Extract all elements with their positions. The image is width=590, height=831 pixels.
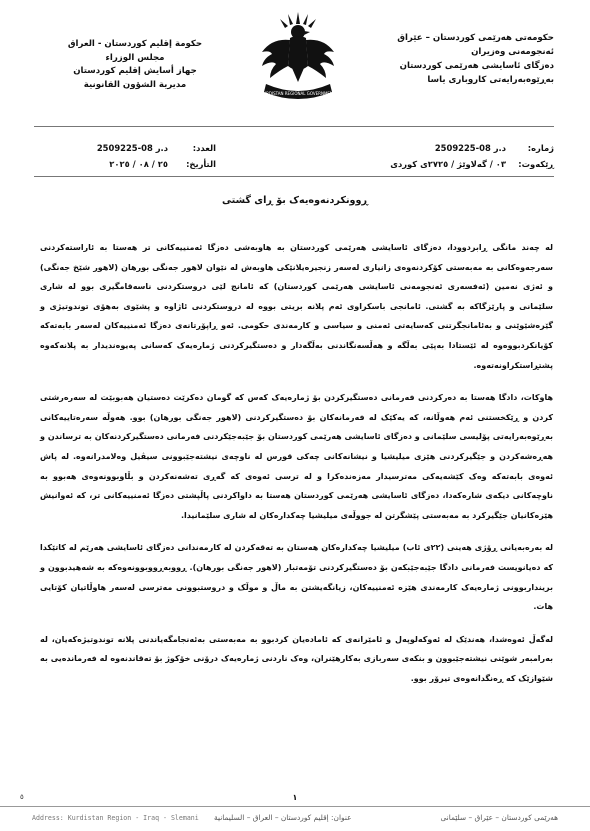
- kurdish-header-line-1: حکومەتی هەرێمی کوردستان – عێراق: [397, 33, 554, 43]
- kurdish-reference-block: [354, 140, 554, 172]
- kurdish-date-label: ڕێکەوت:: [518, 159, 554, 169]
- kurdish-letterhead: [364, 31, 554, 87]
- kurdish-header-line-2: ئەنجومەنی وەزیران: [471, 47, 554, 57]
- page-count: ٥: [20, 793, 24, 801]
- reference-divider: [34, 176, 554, 177]
- arabic-header-line-3: جهاز أسايش إقليم كوردستان: [73, 66, 197, 76]
- footer-arabic-address: عنوان: إقليم كوردستان – العراق – السليمانية: [214, 813, 352, 822]
- arabic-header-line-1: حكومة إقليم كوردستان - العراق: [67, 39, 203, 49]
- paragraph-2: هاوکات، دادگا هەستا بە دەرکردنی فەرمانی دەستگیرکردن بۆ ژمارەیەک کەس کە گومان دەکرێت دەستیان هەبوبێت لە سەرەرشتی کردن و ڕێکخستنی ئەم هەوڵانە، کە یەکێک لە فەرمانەکان بۆ دەستگیرکردنی (لاهور جەنگی بورهان) بوو. هەوڵە سەرەتاییەکانی بەڕێوەبەرایەتی پۆلیسی سلێمانی و دەزگای ئاسایشی هەرێمی کوردستان بۆ جێبەجێکردنی فەرمانی دەستگیرکردنەکان بە ترساندن و هەڕەشەکردن و جێگیرکردنی هێزی میلیشیا و نیشانەکانی چەکی قورس لە ناوچەی نیشتەجێبوونی سیڤیل وەلامدرانەوە. لە پاش ئەوەی بابەتەکە وەک کێشەیەکی مەترسیدار مەزەندەکرا و لە ترسی ئەوەی کە گەڕی تەشەنەکردن و بڵاوبوونەوەی هەبوو بە ناوچەکانی دیکەی شارەکەدا، دەزگای ئاسایشی هەرێمی کوردستان هەستا بە داواکردنی پاڵپشتی دەزگا ئەمنییەکانی تر، کە ئەوانیش هێزەکانیان جێگیرکرد بە مەبەستی پێشگرتن لە جووڵەی میلیشیا چەکدارەکان لە شاری سلێمانیدا.: [40, 393, 553, 520]
- paragraph-1: لە چەند مانگی ڕابردوودا، دەزگای ئاسایشی هەرێمی کوردستان بە هاوبەشی دەزگا ئەمنییەکانی تر هەستا بە ئاراستەکردنی سەرجەوەکانی بە مەبەستی کۆکردنەوەی زانیاری لەسەر زنجیرەیلانێکی هاوبەش لە نێوان لاهور جەنگی بورهان (لاهور شێخ جەنگی) و ئەژی نەمین (ئەفسەری ئەنجومەنی ئاسایشی هەرێمی کوردستان) کە ئامانج لێی دروستکردنی ناسەقامگیری بوو لە شاری سلێمانی و پارێزگاکە بە گشتی. ئامانجی باسکراوی ئەم پلانە بریتی بووە لە دروستکردنی ئاژاوە و پشێوی بەهۆی توندوتیژی و گێرەشێوێنی و بەئامانجگرتنی کەسایەتی ئەمنی و سیاسی و کارمەندی حکومی. ئەو ڕاپۆرتانەی دەزگا ئەمنییەکان لەسەر بابەتەکە کۆیانکردبووەوە لە ئێستادا بەپێی بەڵگە و هەڵسەنگاندنی بەڵگەدار و دەستگیرکردنی ژمارەیەک کەسانی پەیوەندیدار بە پلانەکەوە پشتڕاستکراونەتەوە.: [40, 243, 553, 370]
- arabic-reference-block: [46, 140, 216, 172]
- arabic-date-value: ٢٥ / ٠٨ / ٢٠٢٥: [109, 159, 168, 169]
- kurdish-number-row: [354, 140, 554, 156]
- kurdish-header-line-4: بەڕێوەبەرایەتی کاروباری یاسا: [427, 75, 554, 85]
- kurdish-date-value: ٠٣ / گەلاوێژ / ٢٧٢٥ی کوردی: [390, 159, 506, 169]
- paragraph-4: لەگەڵ ئەوەشدا، هەندێک لە ئەوکەلوپەل و ئامێرانەی کە ئامادەیان کردبوو بە مەبەستی بەئەنجامگەیاندنی پلانە توندوتیژەکەیان، لە بەرامبەر شوێنی نیشتەجێبوون و بنکەی سەربازی بەکارهێنران، وەک ناردنی ژمارەیەک درۆنی خۆکوژ بۆ تەقاندنەوە لە فەرماندەیی بە شێوازێک کە ڕەنگدانەوەی تیرۆر بوو.: [40, 634, 553, 683]
- arabic-date-label: التأريخ:: [186, 159, 216, 169]
- kurdish-number-label: ژمارە:: [527, 143, 554, 153]
- arabic-date-row: [46, 156, 216, 172]
- kurdistan-eagle-emblem: [250, 8, 346, 108]
- footer-english-address: Address: Kurdistan Region - Iraq - Slemani: [32, 814, 199, 822]
- document-body: [40, 238, 553, 701]
- arabic-letterhead: [60, 38, 210, 92]
- arabic-number-value: د.ر 08-2509225: [96, 143, 168, 153]
- kurdish-date-row: [354, 156, 554, 172]
- footer-kurdish-address: هەرێمی کوردستان – عێراق – سلێمانی: [440, 813, 558, 822]
- emblem-text: KURDISTAN REGIONAL GOVERNMENT: [260, 91, 336, 96]
- document-title: ڕوونکردنەوەیەک بۆ ڕای گشتی: [221, 195, 369, 206]
- paragraph-3: لە بەرەبەیانی ڕۆژی هەینی (٢٢ی ئاب) میلیشیا چەکدارەکان هەستان بە تەقەکردن لە کارمەندانی دەزگای ئاسایشی هەرێم لە کاتێکدا کە دەیانویست فەرمانی دادگا جێبەجێبکەن بۆ دەستگیرکردنی تۆمەتبار (لاهور جەنگی بورهان). ڕووبەڕووبوونەوەکە بە شەهیدبوون و برینداربوونی ژمارەیەک کارمەندی هێزە ئەمنییەکان، زیانگەیشتن بە ماڵ و موڵک و دروستبوونی مەترسی لەسەر هاوڵاتیان کۆتایی هات.: [40, 543, 553, 612]
- page-number: ١: [292, 793, 298, 802]
- arabic-number-label: العدد:: [192, 143, 216, 153]
- arabic-header-line-4: مديرية الشؤون القانونية: [83, 79, 187, 90]
- arabic-header-line-2: مجلس الوزراء: [105, 52, 165, 63]
- address-footer: [0, 806, 590, 829]
- kurdish-header-line-3: دەزگای ئاسایشی هەرێمی کوردستان: [399, 61, 554, 71]
- arabic-number-row: [46, 140, 216, 156]
- header-divider: [34, 126, 554, 127]
- kurdish-number-value: د.ر 08-2509225: [434, 143, 506, 153]
